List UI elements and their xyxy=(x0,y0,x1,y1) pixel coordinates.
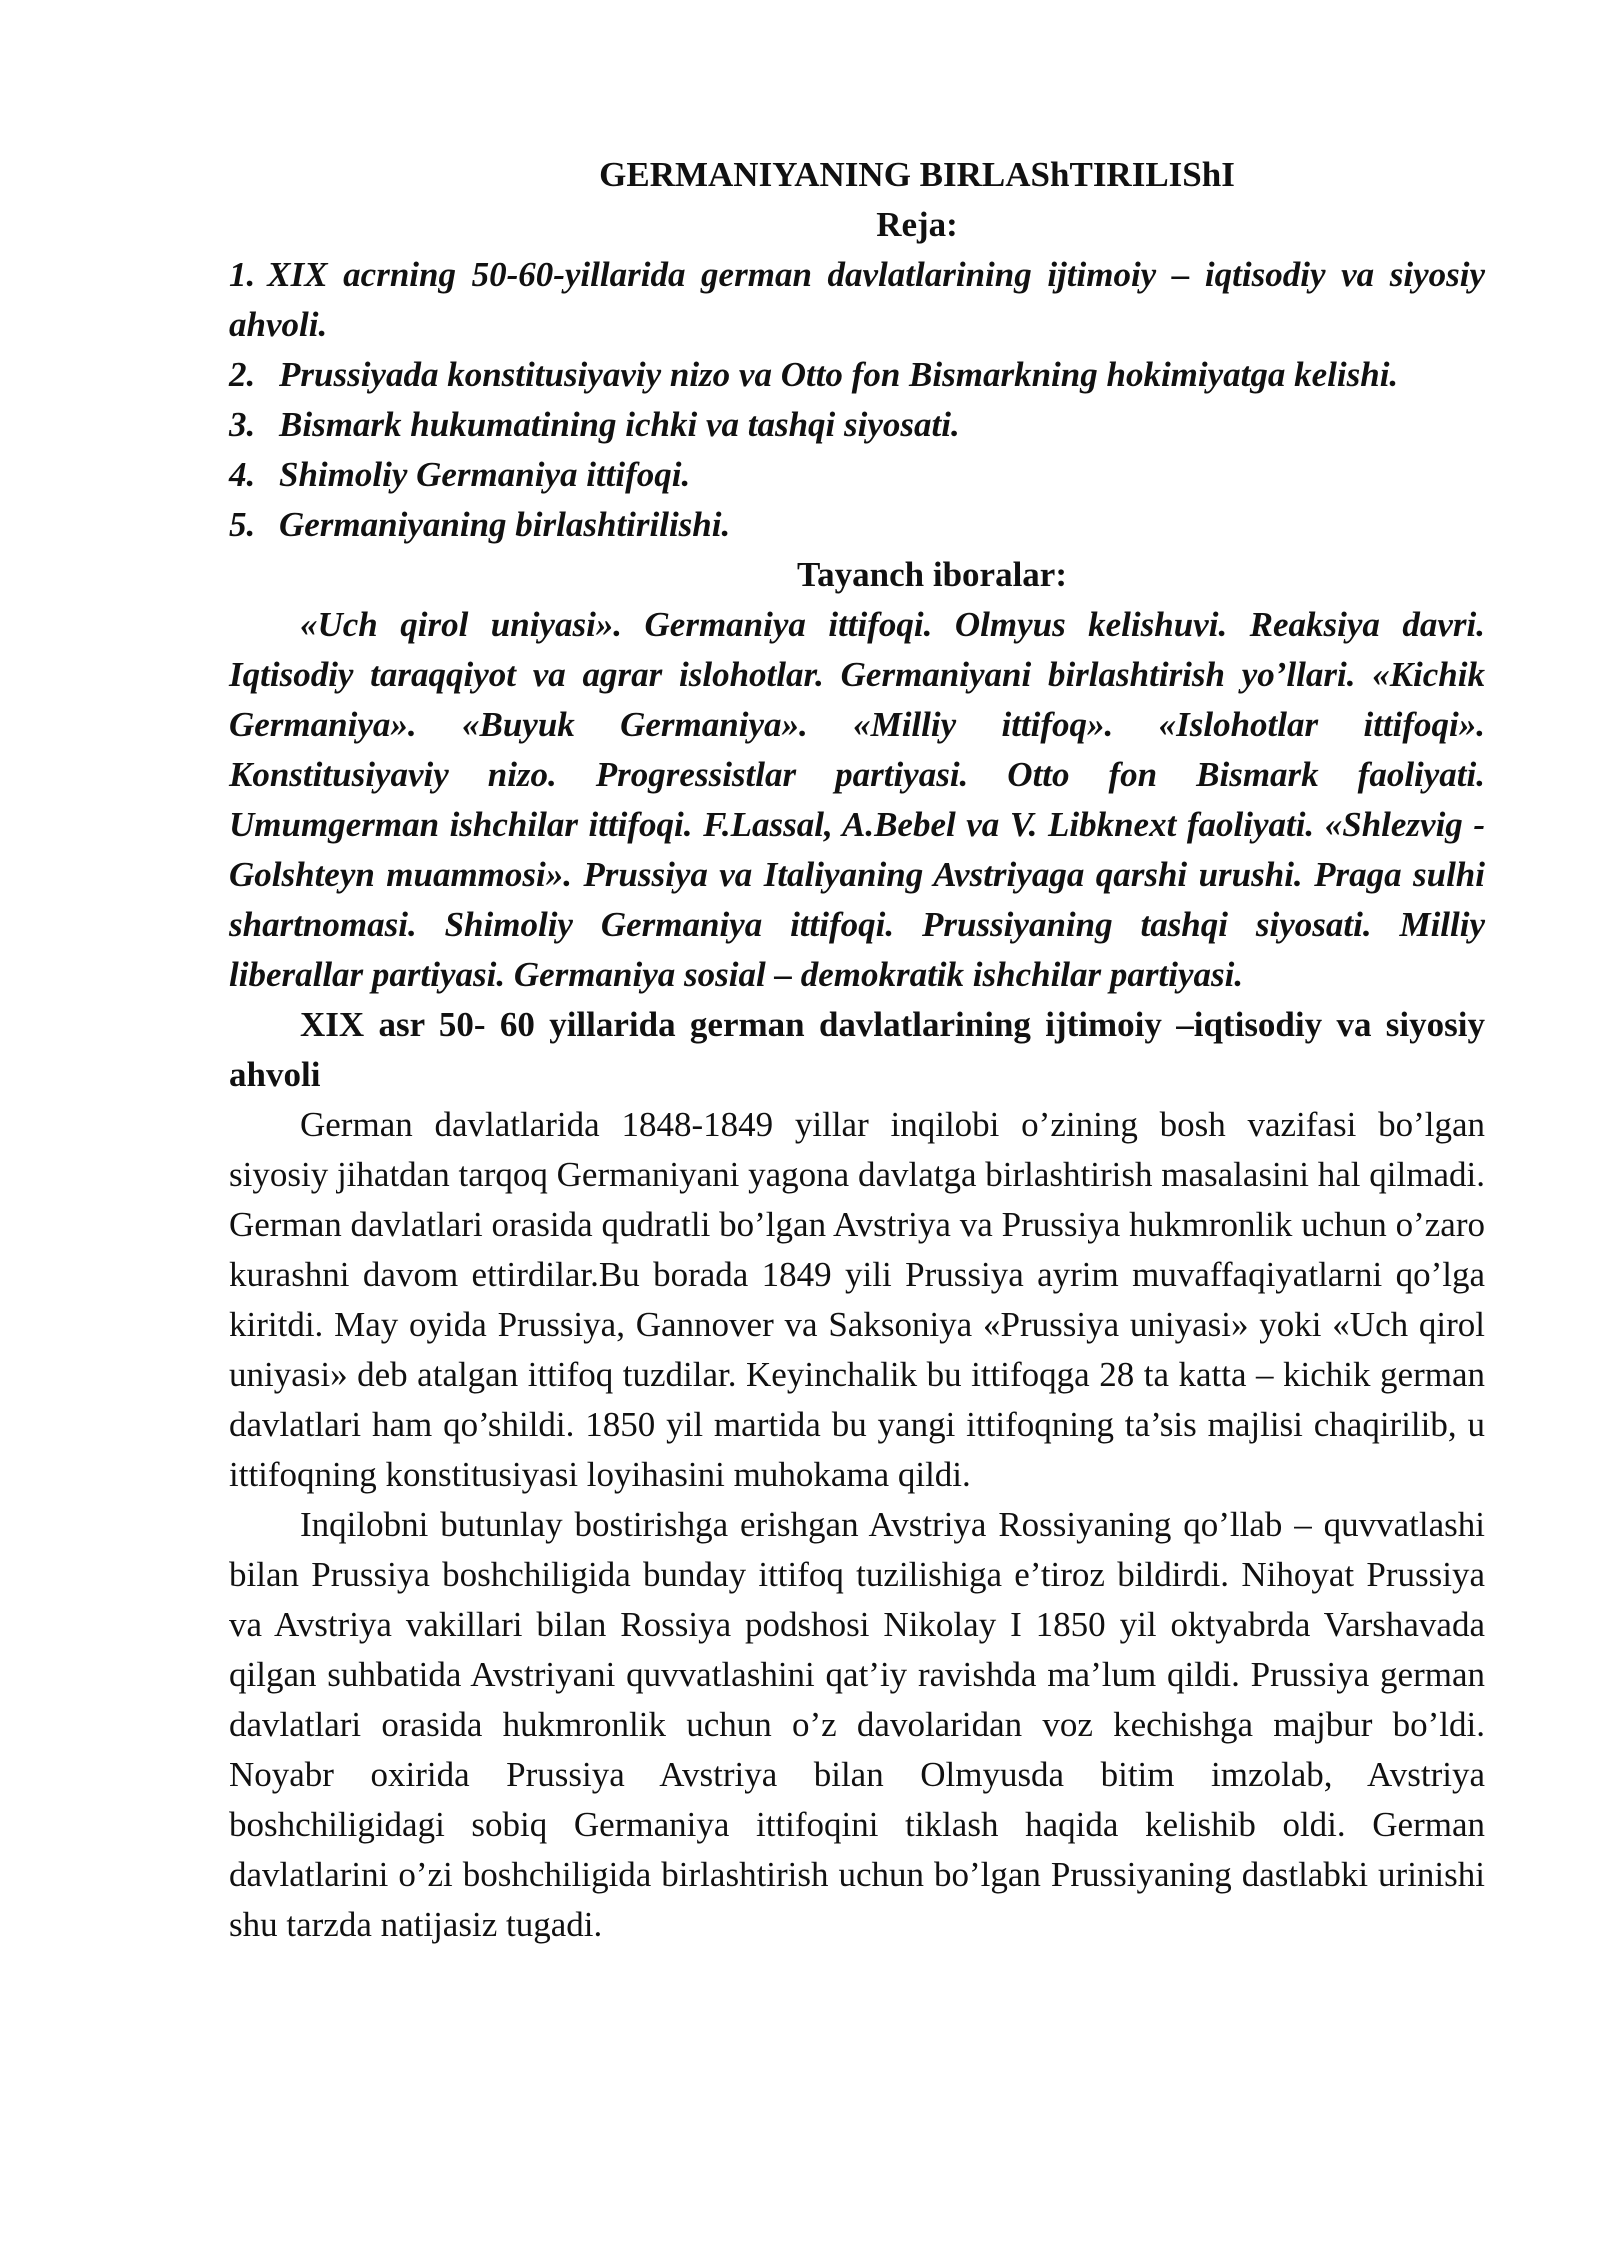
body-paragraph: Inqilobni butunlay bostirishga erishgan Avstriya Rossiyaning qo’llab – quvvatlashi bilan Prussiya boshchiligida bunday ittifoq tuzilishiga e’tiroz bildirdi. Nihoyat Prussiya va Avstriya vakillari bilan Rossiya podshosi Nikolay I 1850 yil oktyabrda Varshavada qilgan suhbatida Avstriyani quvvatlashini qat’iy ravishda ma’lum qildi. Prussiya german davlatlari orasida hukmronlik uchun o’z davolaridan voz kechishga majbur bo’ldi. Noyabr oxirida Prussiya Avstriya bilan Olmyusda bitim imzolab, Avstriya boshchiligidagi sobiq Germaniya ittifoqini tiklash haqida kelishib oldi. German davlatlarini o’zi boshchiligida birlashtirish uchun bo’lgan Prussiyaning dastlabki urinishi shu tarzda natijasiz tugadi. xyxy=(229,1505,1485,1944)
plan-item-number: 3. xyxy=(229,405,256,444)
plan-item xyxy=(229,400,1485,450)
plan-item xyxy=(229,250,1485,350)
plan-item xyxy=(229,500,1485,550)
plan-item-number: 4. xyxy=(229,455,256,494)
plan-item-number: 2. xyxy=(229,355,256,394)
plan-item-number: 1. xyxy=(229,255,256,294)
plan-item-text: Shimoliy Germaniya ittifoqi. xyxy=(279,455,691,494)
plan-item-text: XIX acrning 50-60-yillarida german davlatlarining ijtimoiy – iqtisodiy va siyosiy ahvoli. xyxy=(229,255,1485,344)
plan-item-number: 5. xyxy=(229,505,256,544)
body-paragraph: German davlatlarida 1848-1849 yillar inqilobi o’zining bosh vazifasi bo’lgan siyosiy jihatdan tarqoq Germaniyani yagona davlatga birlashtirish masalasini hal qilmadi. German davlatlari orasida qudratli bo’lgan Avstriya va Prussiya hukmronlik uchun o’zaro kurashni davom ettirdilar.Bu borada 1849 yili Prussiya ayrim muvaffaqiyatlarni qo’lga kiritdi. May oyida Prussiya, Gannover va Saksoniya «Prussiya uniyasi» yoki «Uch qirol uniyasi» deb atalgan ittifoq tuzdilar. Keyinchalik bu ittifoqga 28 ta katta – kichik german davlatlari ham qo’shildi. 1850 yil martida bu yangi ittifoqning ta’sis majlisi chaqirilib, u ittifoqning konstitusiyasi loyihasini muhokama qildi. xyxy=(229,1105,1485,1494)
plan-item-text: Prussiyada konstitusiyaviy nizo va Otto fon Bismarkning hokimiyatga kelishi. xyxy=(279,355,1399,394)
section-heading: XIX asr 50- 60 yillarida german davlatlarining ijtimoiy –iqtisodiy va siyosiy ahvoli xyxy=(229,1005,1485,1094)
plan-list xyxy=(229,250,1485,550)
keywords-heading: Tayanch iboralar: xyxy=(797,555,1067,594)
document-page xyxy=(229,150,1485,1950)
document-title: GERMANIYANING BIRLAShTIRILIShI xyxy=(599,155,1235,194)
plan-heading: Reja: xyxy=(876,205,958,244)
plan-item-text: Bismark hukumatining ichki va tashqi siyosati. xyxy=(279,405,960,444)
plan-item xyxy=(229,450,1485,500)
keywords-paragraph: «Uch qirol uniyasi». Germaniya ittifoqi. Olmyus kelishuvi. Reaksiya davri. Iqtisodiy taraqqiyot va agrar islohotlar. Germaniyani birlashtirish yo’llari. «Kichik Germaniya». «Buyuk Germaniya». «Milliy ittifoq». «Islohotlar ittifoqi». Konstitusiyaviy nizo. Progressistlar partiyasi. Otto fon Bismark faoliyati. Umumgerman ishchilar ittifoqi. F.Lassal, A.Bebel va V. Libknext faoliyati. «Shlezvig - Golshteyn muammosi». Prussiya va Italiyaning Avstriyaga qarshi urushi. Praga sulhi shartnomasi. Shimoliy Germaniya ittifoqi. Prussiyaning tashqi siyosati. Milliy liberallar partiyasi. Germaniya sosial – demokratik ishchilar partiyasi. xyxy=(229,605,1485,994)
plan-item-text: Germaniyaning birlashtirilishi. xyxy=(279,505,731,544)
plan-item xyxy=(229,350,1485,400)
